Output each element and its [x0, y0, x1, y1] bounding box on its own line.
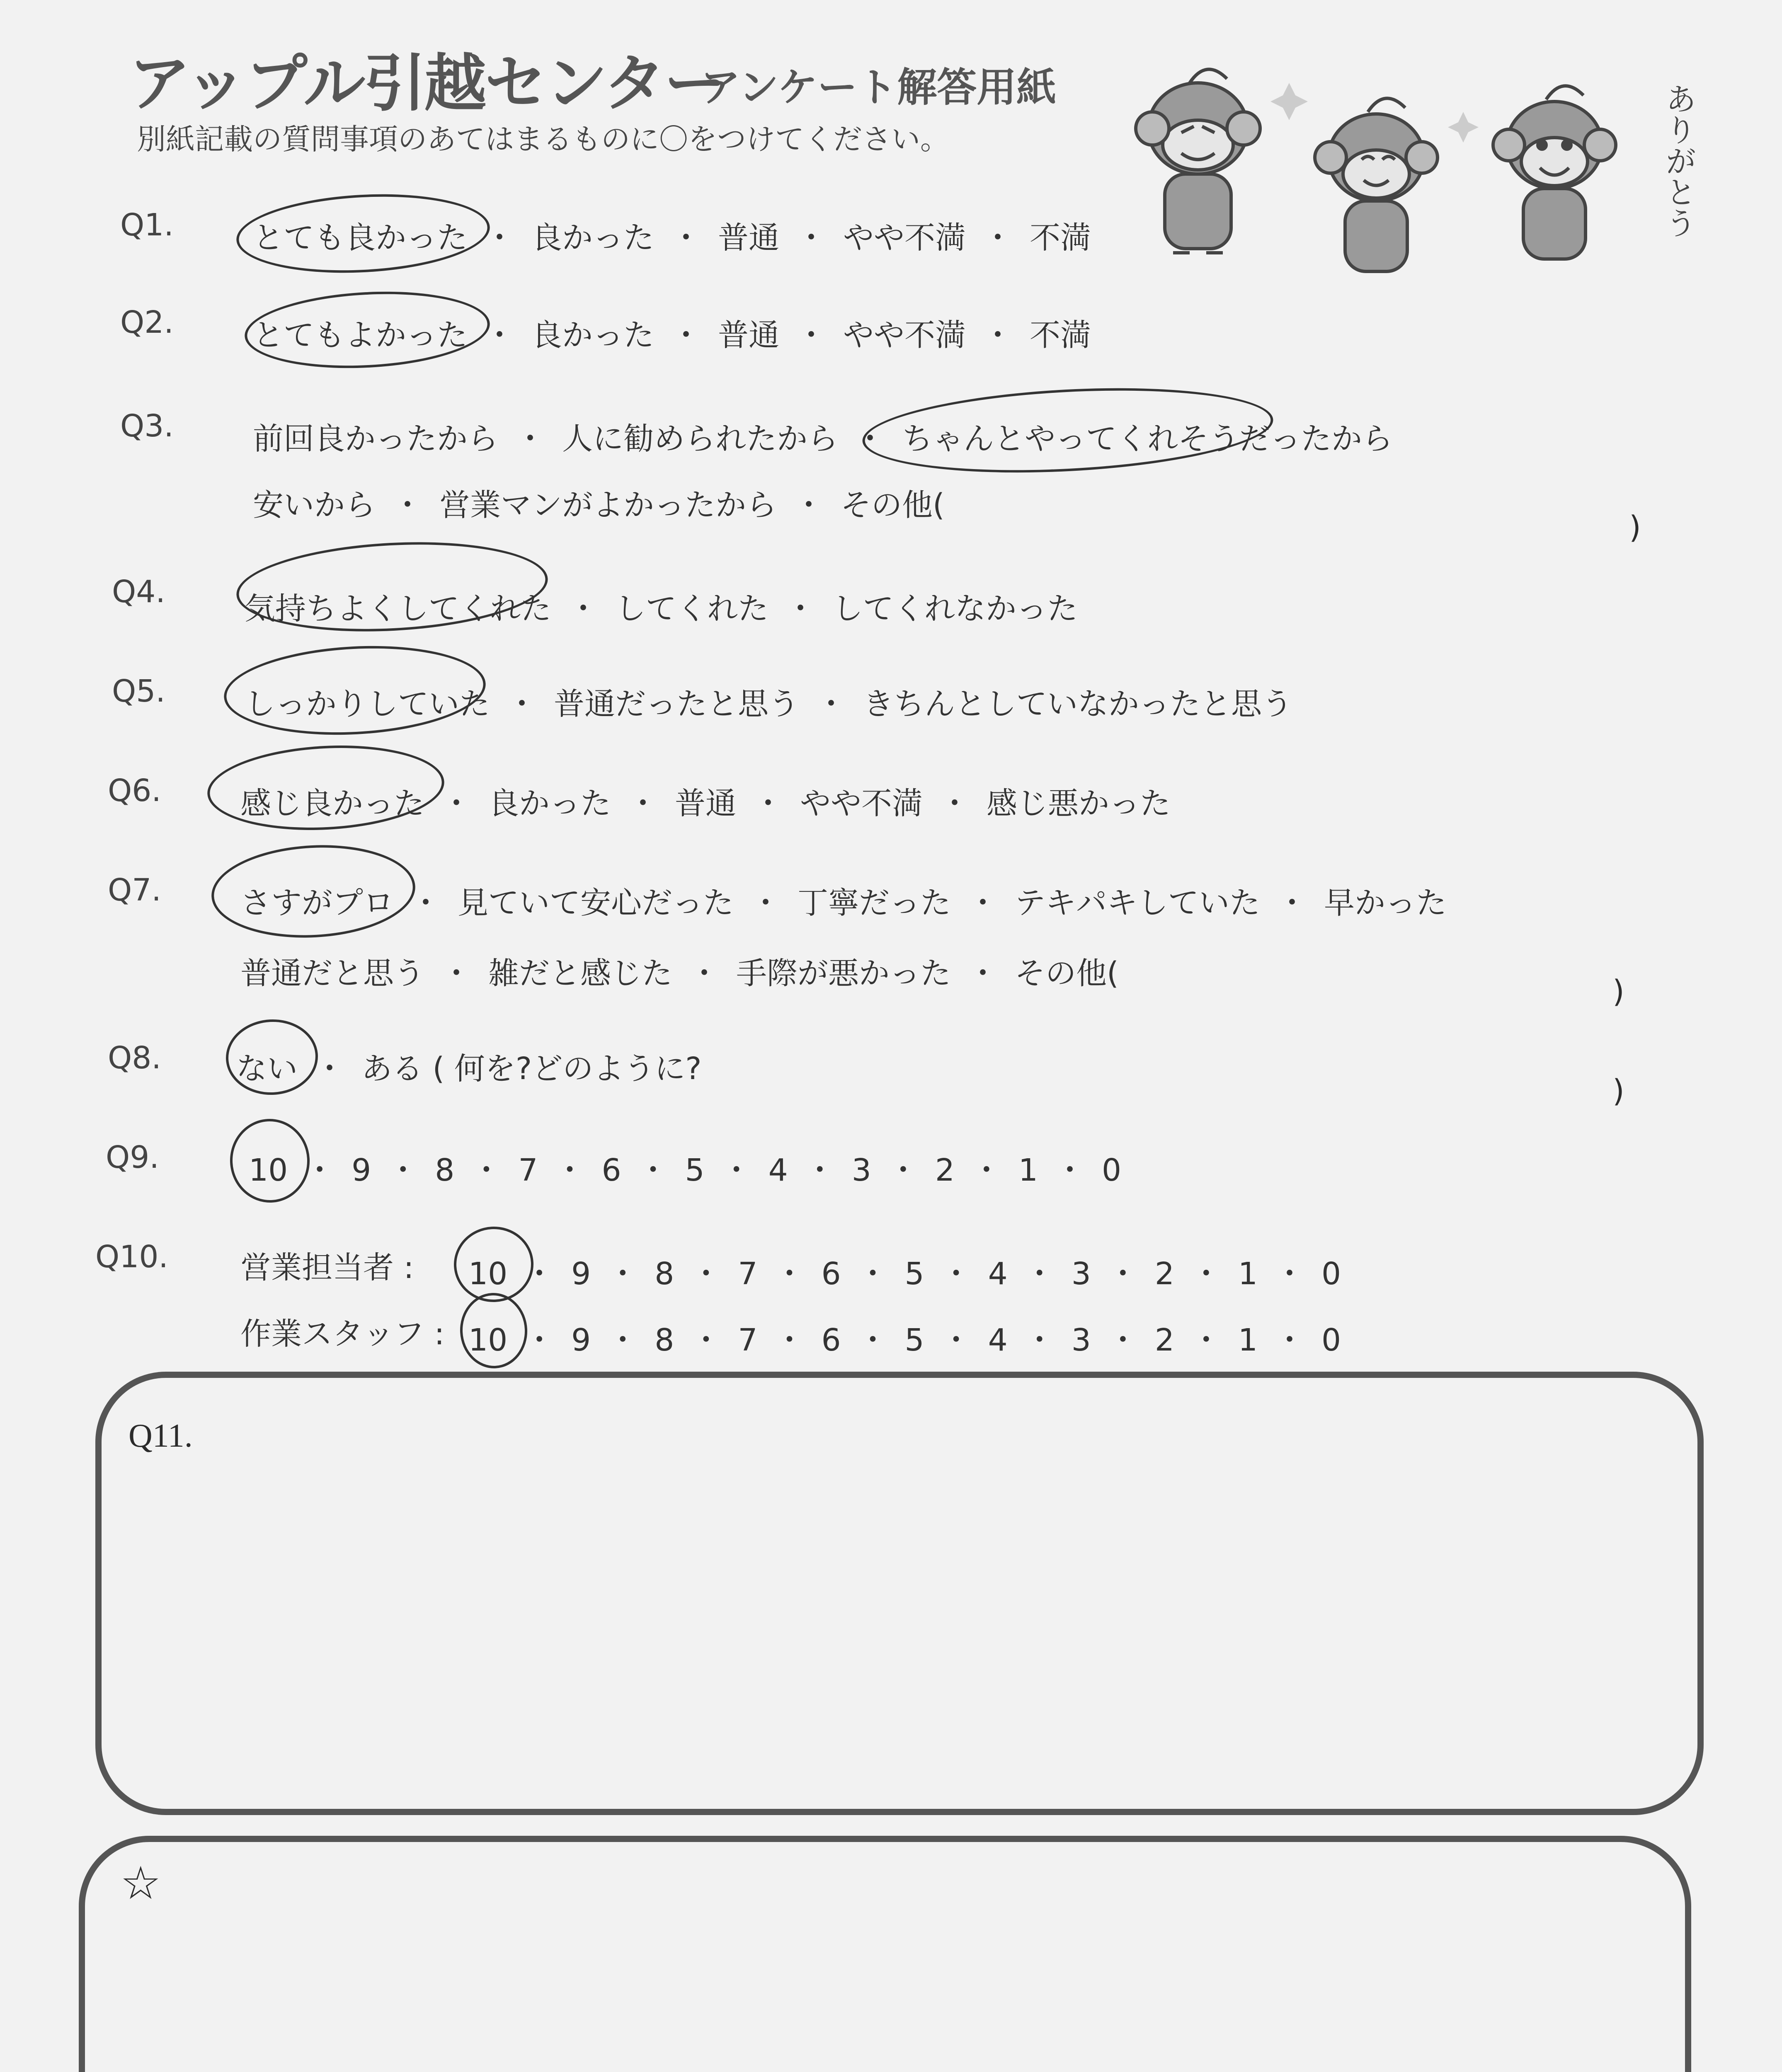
q3-option-6[interactable]: ・ その他( [777, 487, 945, 523]
arigatou-text: ありがとう [1661, 83, 1697, 238]
q10-staff-score-6[interactable]: ・ 6 [757, 1322, 841, 1358]
q10-sales-score-1[interactable]: ・ 1 [1174, 1256, 1258, 1292]
q7-selection-circle [209, 840, 418, 942]
q7-option-6[interactable]: 普通だと思う [240, 956, 424, 991]
q9-score-8[interactable]: ・ 8 [371, 1152, 454, 1188]
q7-option-1[interactable]: さすがプロ [240, 885, 394, 921]
q5-option-1[interactable]: しっかりしていた [245, 686, 490, 722]
q10-sales-score-10[interactable]: 10 [468, 1256, 508, 1292]
q2-option-3[interactable]: ・ 普通 [654, 317, 779, 353]
q6-option-4[interactable]: ・ やや不満 [736, 786, 923, 821]
monkey-icon [1136, 69, 1260, 253]
q2-label: Q2. [120, 305, 174, 340]
q10-staff-label: 作業スタッフ : [240, 1316, 445, 1352]
q9-score-7[interactable]: ・ 7 [454, 1152, 538, 1188]
q9-score-5[interactable]: ・ 5 [621, 1152, 705, 1188]
q10-sales-scale [468, 1249, 1341, 1293]
q9-score-1[interactable]: ・ 1 [955, 1152, 1038, 1188]
q2-selection-circle [243, 286, 492, 374]
q8-option-1[interactable]: ない [236, 1051, 298, 1087]
q7-option-5[interactable]: ・ 早かった [1260, 885, 1447, 921]
q9-score-3[interactable]: ・ 3 [788, 1152, 871, 1188]
q10-staff-score-2[interactable]: ・ 2 [1091, 1322, 1174, 1358]
monkey-icon [1315, 98, 1438, 271]
q1-option-2[interactable]: ・ 良かった [468, 220, 654, 256]
star-icon: ☆ [120, 1857, 161, 1910]
q9-score-9[interactable]: ・ 9 [288, 1152, 371, 1188]
q4-option-3[interactable]: ・ してくれなかった [769, 591, 1078, 627]
q3-closing-paren: ) [1629, 510, 1641, 545]
q10-sales-label: 営業担当者 : [240, 1250, 414, 1285]
q2-option-4[interactable]: ・ やや不満 [779, 317, 966, 353]
q3-option-2[interactable]: ・ 人に勧められたから [498, 421, 838, 457]
q7-option-8[interactable]: ・ 手際が悪かった [672, 956, 951, 991]
q8-option-2[interactable]: ・ ある ( 何を?どのように? [298, 1051, 701, 1087]
q2-option-5[interactable]: ・ 不満 [966, 317, 1091, 353]
q6-option-3[interactable]: ・ 普通 [611, 786, 736, 821]
q10-sales-score-3[interactable]: ・ 3 [1008, 1256, 1091, 1292]
q2-option-1[interactable]: とてもよかった [253, 317, 468, 353]
q10-staff-score-3[interactable]: ・ 3 [1008, 1322, 1091, 1358]
monkey-mascots-illustration [1127, 58, 1708, 290]
q5-option-3[interactable]: ・ きちんとしていなかったと思う [799, 686, 1292, 722]
q7-options-line2 [240, 949, 1119, 993]
monkey-icon [1493, 86, 1616, 259]
q9-score-0[interactable]: ・ 0 [1038, 1152, 1121, 1188]
q10-staff-score-7[interactable]: ・ 7 [674, 1322, 757, 1358]
q10-sales-score-5[interactable]: ・ 5 [841, 1256, 924, 1292]
q10-sales-score-0[interactable]: ・ 0 [1258, 1256, 1341, 1292]
q11-label: Q11. [128, 1418, 193, 1454]
brand-title: アップル引越センター [128, 48, 725, 120]
q10-sales-score-7[interactable]: ・ 7 [674, 1256, 757, 1292]
q7-option-7[interactable]: ・ 雑だと感じた [424, 956, 672, 991]
q3-option-3[interactable]: ・ ちゃんとやってくれそうだったから [838, 421, 1393, 457]
q7-option-2[interactable]: ・ 見ていて安心だった [394, 885, 734, 921]
sparkle-icon [1270, 83, 1308, 120]
form-subtitle: アンケート解答用紙 [701, 64, 1057, 111]
q7-option-3[interactable]: ・ 丁寧だった [734, 885, 951, 921]
q7-options-line1 [240, 879, 1447, 922]
q10-staff-score-10[interactable]: 10 [468, 1322, 508, 1358]
q1-selection-circle [235, 188, 492, 279]
q9-score-6[interactable]: ・ 6 [538, 1152, 621, 1188]
q4-option-1[interactable]: 気持ちよくしてくれた [245, 591, 551, 627]
q1-label: Q1. [120, 207, 174, 243]
q3-options-line2 [253, 481, 945, 525]
q10-sales-score-8[interactable]: ・ 8 [591, 1256, 674, 1292]
q9-selection-circle [228, 1117, 312, 1205]
q10-sales-score-6[interactable]: ・ 6 [757, 1256, 841, 1292]
q8-label: Q8. [108, 1040, 161, 1076]
q10-label: Q10. [95, 1239, 168, 1275]
q10-staff-score-5[interactable]: ・ 5 [841, 1322, 924, 1358]
q10-sales-score-2[interactable]: ・ 2 [1091, 1256, 1174, 1292]
q5-option-2[interactable]: ・ 普通だったと思う [490, 686, 799, 722]
q4-label: Q4. [112, 574, 165, 610]
q1-option-3[interactable]: ・ 普通 [654, 220, 779, 256]
q7-closing-paren: ) [1612, 974, 1624, 1009]
q7-option-9[interactable]: ・ その他( [951, 956, 1119, 991]
q10-sales-score-4[interactable]: ・ 4 [924, 1256, 1008, 1292]
q3-option-5[interactable]: ・ 営業マンがよかったから [376, 487, 777, 523]
q3-option-1[interactable]: 前回良かったから [253, 421, 498, 457]
star-comment-box[interactable] [79, 1836, 1691, 2072]
q10-staff-score-8[interactable]: ・ 8 [591, 1322, 674, 1358]
q9-score-10[interactable]: 10 [249, 1152, 288, 1188]
q11-comment-box[interactable] [95, 1372, 1704, 1815]
q6-option-5[interactable]: ・ 感じ悪かった [923, 786, 1171, 821]
q10-staff-scale [468, 1316, 1341, 1360]
q10-sales-score-9[interactable]: ・ 9 [507, 1256, 591, 1292]
q9-score-2[interactable]: ・ 2 [871, 1152, 955, 1188]
q10-staff-score-0[interactable]: ・ 0 [1258, 1322, 1341, 1358]
q6-option-2[interactable]: ・ 良かった [424, 786, 611, 821]
q4-option-2[interactable]: ・ してくれた [551, 591, 769, 627]
q5-label: Q5. [112, 673, 165, 709]
q9-scale [249, 1146, 1121, 1190]
q10-staff-score-4[interactable]: ・ 4 [924, 1322, 1008, 1358]
q1-option-5[interactable]: ・ 不満 [966, 220, 1091, 256]
q9-score-4[interactable]: ・ 4 [705, 1152, 788, 1188]
sparkle-icon [1448, 112, 1479, 143]
q8-closing-paren: ) [1612, 1073, 1624, 1109]
q6-label: Q6. [108, 773, 161, 808]
q2-option-2[interactable]: ・ 良かった [468, 317, 654, 353]
q9-label: Q9. [106, 1140, 159, 1175]
instruction-text: 別紙記載の質問事項のあてはまるものに〇をつけてください。 [137, 122, 949, 156]
q7-label: Q7. [108, 872, 161, 908]
q3-option-4[interactable]: 安いから [253, 487, 376, 523]
q5-selection-circle [222, 640, 488, 741]
q1-option-4[interactable]: ・ やや不満 [779, 220, 966, 256]
q3-label: Q3. [120, 408, 174, 444]
q6-option-1[interactable]: 感じ良かった [240, 786, 424, 821]
q10-staff-score-1[interactable]: ・ 1 [1174, 1322, 1258, 1358]
q3-selection-circle [861, 379, 1275, 482]
q7-option-4[interactable]: ・ テキパキしていた [951, 885, 1260, 921]
q10-staff-score-9[interactable]: ・ 9 [507, 1322, 591, 1358]
q1-option-1[interactable]: とても良かった [253, 220, 468, 256]
